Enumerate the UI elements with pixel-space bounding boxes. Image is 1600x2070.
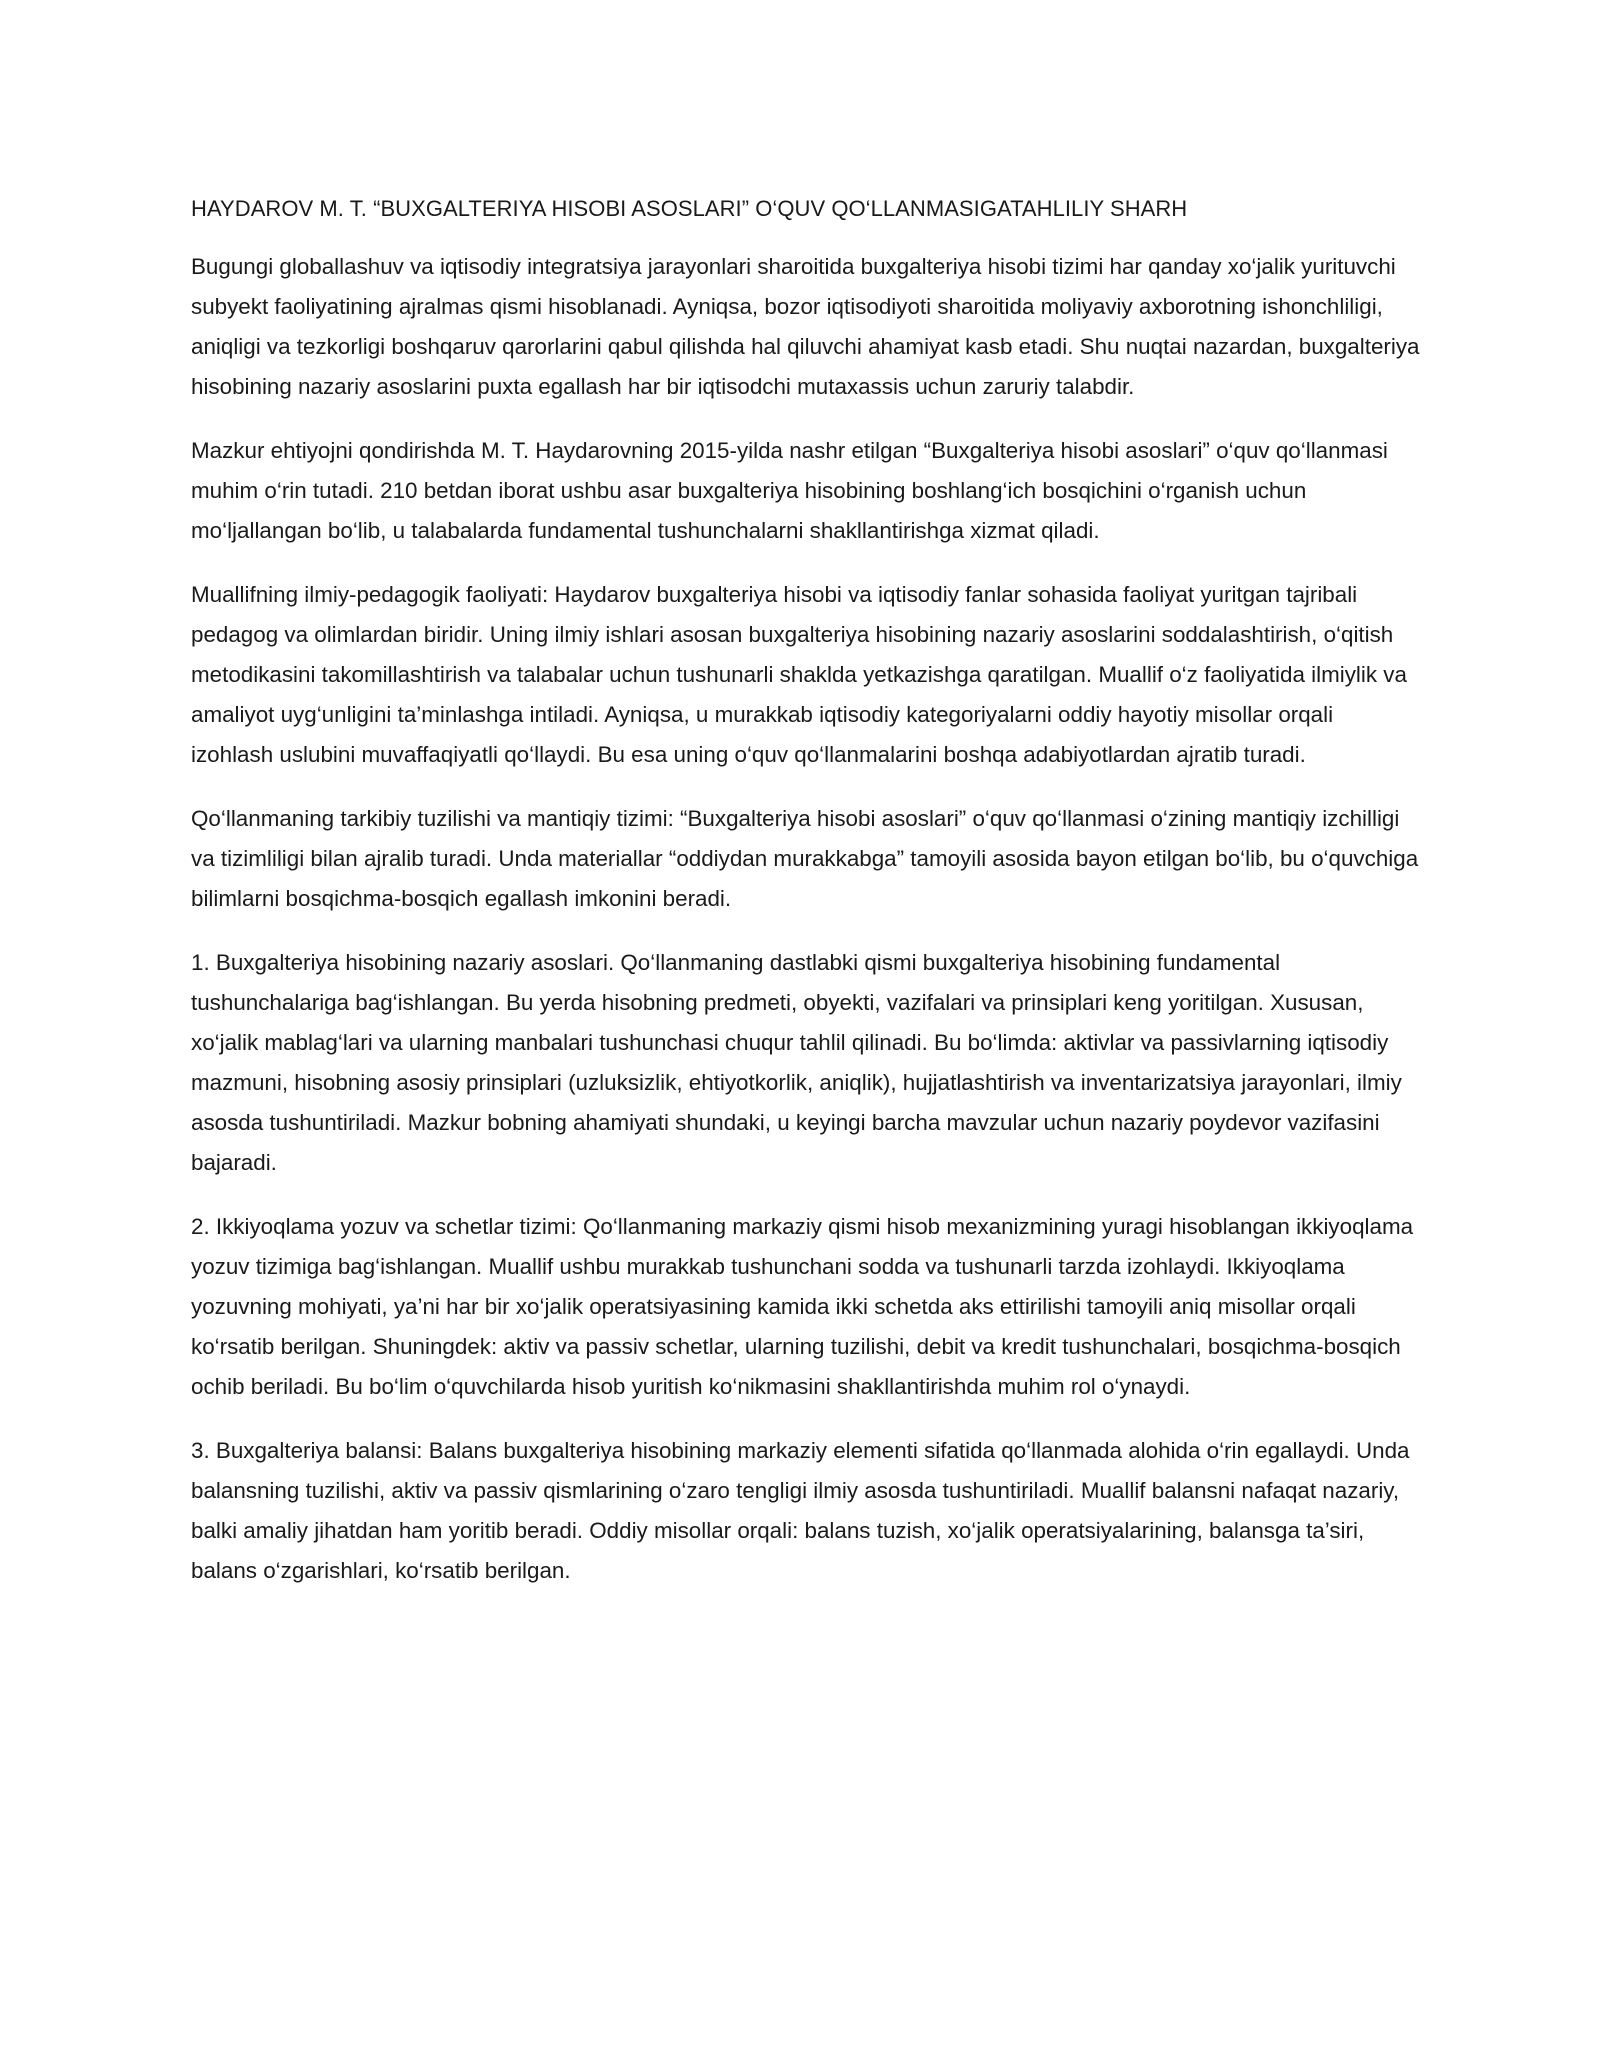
- paragraph-book-overview: Mazkur ehtiyojni qondirishda M. T. Haydarovning 2015-yilda nashr etilgan “Buxgalteriya hisobi asoslari” o‘quv qo‘llanmasi muhim o‘rin tutadi. 210 betdan iborat ushbu asar buxgalteriya hisobining boshlang‘ich bosqichini o‘rganish uchun mo‘ljallangan bo‘lib, u talabalarda fundamental tushunchalarni shakllantirishga xizmat qiladi.: [191, 438, 1388, 543]
- paragraph-section-2: 2. Ikkiyoqlama yozuv va schetlar tizimi: Qo‘llanmaning markaziy qismi hisob mexanizmining yuragi hisoblangan ikkiyoqlama yozuv tizimiga bag‘ishlangan. Muallif ushbu murakkab tushunchani sodda va tushunarli tarzda izohlaydi. Ikkiyoqlama yozuvning mohiyati, ya’ni har bir xo‘jalik operatsiyasining kamida ikki schetda aks ettirilishi tamoyili aniq misollar orqali ko‘rsatib berilgan. Shuningdek: aktiv va passiv schetlar, ularning tuzilishi, debit va kredit tushunchalari, bosqichma-bosqich ochib beriladi. Bu bo‘lim o‘quvchilarda hisob yuritish ko‘nikmasini shakllantirishda muhim rol o‘ynaydi.: [191, 1214, 1414, 1399]
- paragraph-intro: Bugungi globallashuv va iqtisodiy integratsiya jarayonlari sharoitida buxgalteriya hisobi tizimi har qanday xo‘jalik yurituvchi subyekt faoliyatining ajralmas qismi hisoblanadi. Ayniqsa, bozor iqtisodiyoti sharoitida moliyaviy axborotning ishonchliligi, aniqligi va tezkorligi boshqaruv qarorlarini qabul qilishda hal qiluvchi ahamiyat kasb etadi. Shu nuqtai nazardan, buxgalteriya hisobining nazariy asoslarini puxta egallash har bir iqtisodchi mutaxassis uchun zaruriy talabdir.: [191, 254, 1420, 399]
- document-title: HAYDAROV M. T. “BUXGALTERIYA HISOBI ASOSLARI” O‘QUV QO‘LLANMASIGATAHLILIY SHARH: [191, 196, 1188, 221]
- document-body: [191, 189, 1421, 1615]
- paragraph-author-activity: Muallifning ilmiy-pedagogik faoliyati: Haydarov buxgalteriya hisobi va iqtisodiy fanlar sohasida faoliyat yuritgan tajribali pedagog va olimlardan biridir. Uning ilmiy ishlari asosan buxgalteriya hisobining nazariy asoslarini soddalashtirish, o‘qitish metodikasini takomillashtirish va talabalar uchun tushunarli shaklda yetkazishga qaratilgan. Muallif o‘z faoliyatida ilmiylik va amaliyot uyg‘unligini ta’minlashga intiladi. Ayniqsa, u murakkab iqtisodiy kategoriyalarni oddiy hayotiy misollar orqali izohlash uslubini muvaffaqiyatli qo‘llaydi. Bu esa uning o‘quv qo‘llanmalarini boshqa adabiyotlardan ajratib turadi.: [191, 582, 1407, 767]
- paragraph-section-3: 3. Buxgalteriya balansi: Balans buxgalteriya hisobining markaziy elementi sifatida qo‘llanmada alohida o‘rin egallaydi. Unda balansning tuzilishi, aktiv va passiv qismlarining o‘zaro tengligi ilmiy asosda tushuntiriladi. Muallif balansni nafaqat nazariy, balki amaliy jihatdan ham yoritib beradi. Oddiy misollar orqali: balans tuzish, xo‘jalik operatsiyalarining, balansga ta’siri, balans o‘zgarishlari, ko‘rsatib berilgan.: [191, 1438, 1410, 1583]
- paragraph-structure: Qo‘llanmaning tarkibiy tuzilishi va mantiqiy tizimi: “Buxgalteriya hisobi asoslari” o‘quv qo‘llanmasi o‘zining mantiqiy izchilligi va tizimliligi bilan ajralib turadi. Unda materiallar “oddiydan murakkabga” tamoyili asosida bayon etilgan bo‘lib, bu o‘quvchiga bilimlarni bosqichma-bosqich egallash imkonini beradi.: [191, 806, 1419, 911]
- paragraph-section-1: 1. Buxgalteriya hisobining nazariy asoslari. Qo‘llanmaning dastlabki qismi buxgalteriya hisobining fundamental tushunchalariga bag‘ishlangan. Bu yerda hisobning predmeti, obyekti, vazifalari va prinsiplari keng yoritilgan. Xususan, xo‘jalik mablag‘lari va ularning manbalari tushunchasi chuqur tahlil qilinadi. Bu bo‘limda: aktivlar va passivlarning iqtisodiy mazmuni, hisobning asosiy prinsiplari (uzluksizlik, ehtiyotkorlik, aniqlik), hujjatlashtirish va inventarizatsiya jarayonlari, ilmiy asosda tushuntiriladi. Mazkur bobning ahamiyati shundaki, u keyingi barcha mavzular uchun nazariy poydevor vazifasini bajaradi.: [191, 950, 1402, 1175]
